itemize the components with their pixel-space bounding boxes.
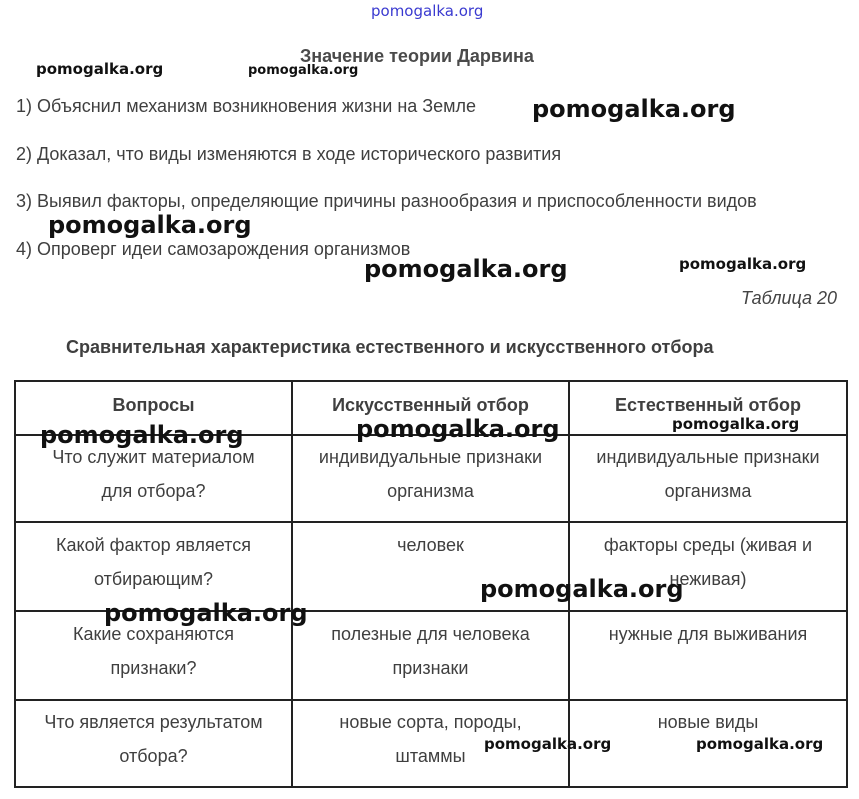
watermark: pomogalka.org xyxy=(679,255,807,273)
watermark: pomogalka.org xyxy=(36,60,164,78)
watermark: pomogalka.org xyxy=(696,735,824,753)
table-cell: индивидуальные признаки организма xyxy=(318,447,543,501)
table-cell: полезные для человека признаки xyxy=(331,624,530,678)
table-cell: индивидуальные признаки организма xyxy=(596,447,820,501)
table-header-natural: Естественный отбор xyxy=(615,395,801,415)
watermark: pomogalka.org xyxy=(371,2,484,20)
table-header-questions: Вопросы xyxy=(112,395,195,415)
list-item: 1) Объяснил механизм возникновения жизни на Земле xyxy=(16,96,477,116)
table-cell: факторы среды (живая и неживая) xyxy=(603,535,813,589)
watermark: pomogalka.org xyxy=(356,415,560,443)
watermark: pomogalka.org xyxy=(480,575,684,603)
watermark: pomogalka.org xyxy=(248,63,359,78)
watermark: pomogalka.org xyxy=(484,735,612,753)
list-item: 3) Выявил факторы, определяющие причины разнообразия и приспособленности видов xyxy=(16,191,757,211)
table-cell: новые виды xyxy=(657,712,759,732)
list-item: 4) Опроверг идеи самозарождения организмов xyxy=(16,239,411,259)
watermark: pomogalka.org xyxy=(104,599,308,627)
row-divider xyxy=(14,521,848,523)
table-cell: Какой фактор является отбирающим? xyxy=(56,535,251,589)
watermark: pomogalka.org xyxy=(532,95,736,123)
row-divider xyxy=(14,699,848,701)
table-cell: Какие сохраняются признаки? xyxy=(72,624,235,678)
table-title: Сравнительная характеристика естественного и искусственного отбора xyxy=(66,337,714,357)
page-title: Значение теории Дарвина xyxy=(300,46,534,66)
table-header-artificial: Искусственный отбор xyxy=(332,395,529,415)
table-cell: новые сорта, породы, штаммы xyxy=(339,712,522,766)
table-cell: Что является результатом отбора? xyxy=(44,712,263,766)
table-cell: человек xyxy=(397,535,464,555)
watermark: pomogalka.org xyxy=(48,211,252,239)
list-item: 2) Доказал, что виды изменяются в ходе исторического развития xyxy=(16,144,562,164)
watermark: pomogalka.org xyxy=(40,421,244,449)
table-caption: Таблица 20 xyxy=(741,288,838,308)
table-cell: Что служит материалом для отбора? xyxy=(52,447,255,501)
watermark: pomogalka.org xyxy=(672,415,800,433)
table-cell: нужные для выживания xyxy=(608,624,808,644)
watermark: pomogalka.org xyxy=(364,255,568,283)
